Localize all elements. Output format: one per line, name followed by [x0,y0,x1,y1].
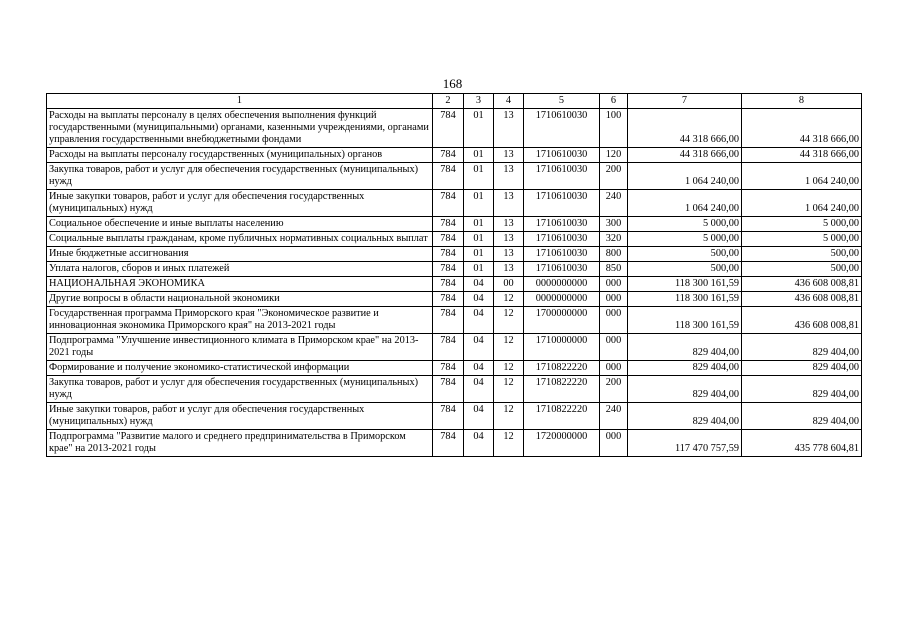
item-name-cell: Иные закупки товаров, работ и услуг для обеспечения государственных (муниципальных) нужд [47,190,433,217]
table-row [47,190,862,217]
subsection-code-cell: 12 [494,376,524,403]
subsection-code-cell: 13 [494,262,524,277]
table-row [47,277,862,292]
amount-col8-cell: 44 318 666,00 [742,109,862,148]
target-article-cell: 1710610030 [524,148,600,163]
target-article-cell: 1720000000 [524,430,600,457]
table-row [47,334,862,361]
subsection-code-cell: 12 [494,403,524,430]
expense-type-cell: 000 [600,430,628,457]
section-code-cell: 01 [464,190,494,217]
item-name-cell: Социальные выплаты гражданам, кроме публичных нормативных социальных выплат [47,232,433,247]
ministry-code-cell: 784 [433,190,464,217]
amount-col7-cell: 829 404,00 [628,334,742,361]
amount-col7-cell: 1 064 240,00 [628,163,742,190]
item-name-cell: Расходы на выплаты персоналу в целях обеспечения выполнения функций государственными (муниципальными) органами, казенными учреждениями, органами управления государственными внебюджетными фондами [47,109,433,148]
amount-col7-cell: 118 300 161,59 [628,307,742,334]
subsection-code-cell: 13 [494,163,524,190]
amount-col8-cell: 829 404,00 [742,334,862,361]
table-row [47,247,862,262]
item-name-cell: Формирование и получение экономико-статистической информации [47,361,433,376]
item-name-cell: Иные бюджетные ассигнования [47,247,433,262]
subsection-code-cell: 13 [494,190,524,217]
ministry-code-cell: 784 [433,262,464,277]
subsection-code-cell: 12 [494,292,524,307]
ministry-code-cell: 784 [433,361,464,376]
expense-type-cell: 240 [600,190,628,217]
column-header: 1 [47,94,433,109]
table-row [47,232,862,247]
target-article-cell: 1710610030 [524,163,600,190]
section-code-cell: 01 [464,262,494,277]
expense-type-cell: 000 [600,292,628,307]
amount-col8-cell: 44 318 666,00 [742,148,862,163]
target-article-cell: 1700000000 [524,307,600,334]
target-article-cell: 1710822220 [524,403,600,430]
target-article-cell: 1710610030 [524,217,600,232]
item-name-cell: Другие вопросы в области национальной экономики [47,292,433,307]
table-row [47,403,862,430]
expense-type-cell: 000 [600,277,628,292]
column-header: 6 [600,94,628,109]
expense-type-cell: 320 [600,232,628,247]
amount-col7-cell: 5 000,00 [628,232,742,247]
target-article-cell: 1710610030 [524,190,600,217]
amount-col7-cell: 44 318 666,00 [628,148,742,163]
item-name-cell: Подпрограмма "Улучшение инвестиционного климата в Приморском крае" на 2013-2021 годы [47,334,433,361]
amount-col7-cell: 117 470 757,59 [628,430,742,457]
item-name-cell: Расходы на выплаты персоналу государственных (муниципальных) органов [47,148,433,163]
amount-col8-cell: 436 608 008,81 [742,292,862,307]
target-article-cell: 1710610030 [524,262,600,277]
subsection-code-cell: 13 [494,247,524,262]
target-article-cell: 1710822220 [524,376,600,403]
table-row [47,109,862,148]
table-row [47,163,862,190]
ministry-code-cell: 784 [433,376,464,403]
amount-col8-cell: 500,00 [742,247,862,262]
expense-type-cell: 100 [600,109,628,148]
section-code-cell: 01 [464,232,494,247]
expense-type-cell: 850 [600,262,628,277]
column-header: 3 [464,94,494,109]
subsection-code-cell: 13 [494,232,524,247]
subsection-code-cell: 12 [494,430,524,457]
target-article-cell: 1710610030 [524,109,600,148]
column-header: 8 [742,94,862,109]
table-row [47,148,862,163]
amount-col7-cell: 500,00 [628,247,742,262]
amount-col8-cell: 5 000,00 [742,232,862,247]
ministry-code-cell: 784 [433,430,464,457]
table-row [47,307,862,334]
section-code-cell: 01 [464,148,494,163]
ministry-code-cell: 784 [433,232,464,247]
section-code-cell: 04 [464,361,494,376]
amount-col8-cell: 1 064 240,00 [742,163,862,190]
amount-col8-cell: 829 404,00 [742,376,862,403]
amount-col7-cell: 118 300 161,59 [628,277,742,292]
ministry-code-cell: 784 [433,217,464,232]
amount-col8-cell: 829 404,00 [742,361,862,376]
target-article-cell: 1710610030 [524,247,600,262]
target-article-cell: 1710000000 [524,334,600,361]
item-name-cell: НАЦИОНАЛЬНАЯ ЭКОНОМИКА [47,277,433,292]
section-code-cell: 01 [464,109,494,148]
subsection-code-cell: 13 [494,148,524,163]
table-row [47,376,862,403]
amount-col7-cell: 829 404,00 [628,361,742,376]
table-row [47,361,862,376]
amount-col7-cell: 5 000,00 [628,217,742,232]
item-name-cell: Уплата налогов, сборов и иных платежей [47,262,433,277]
ministry-code-cell: 784 [433,277,464,292]
table-header-row [47,94,862,109]
ministry-code-cell: 784 [433,148,464,163]
expense-type-cell: 200 [600,376,628,403]
subsection-code-cell: 13 [494,109,524,148]
subsection-code-cell: 00 [494,277,524,292]
amount-col8-cell: 1 064 240,00 [742,190,862,217]
section-code-cell: 04 [464,334,494,361]
expense-type-cell: 800 [600,247,628,262]
section-code-cell: 01 [464,163,494,190]
amount-col8-cell: 435 778 604,81 [742,430,862,457]
column-header: 4 [494,94,524,109]
subsection-code-cell: 12 [494,334,524,361]
section-code-cell: 01 [464,217,494,232]
subsection-code-cell: 12 [494,361,524,376]
amount-col7-cell: 1 064 240,00 [628,190,742,217]
target-article-cell: 1710610030 [524,232,600,247]
target-article-cell: 0000000000 [524,277,600,292]
section-code-cell: 04 [464,403,494,430]
subsection-code-cell: 12 [494,307,524,334]
ministry-code-cell: 784 [433,307,464,334]
table-row [47,430,862,457]
item-name-cell: Закупка товаров, работ и услуг для обеспечения государственных (муниципальных) нужд [47,376,433,403]
table-row [47,292,862,307]
amount-col7-cell: 829 404,00 [628,403,742,430]
page-number: 168 [442,76,463,91]
section-code-cell: 01 [464,247,494,262]
section-code-cell: 04 [464,430,494,457]
amount-col7-cell: 500,00 [628,262,742,277]
table-row [47,217,862,232]
ministry-code-cell: 784 [433,109,464,148]
column-header: 5 [524,94,600,109]
section-code-cell: 04 [464,292,494,307]
expense-type-cell: 000 [600,334,628,361]
ministry-code-cell: 784 [433,334,464,361]
ministry-code-cell: 784 [433,403,464,430]
ministry-code-cell: 784 [433,163,464,190]
column-header: 7 [628,94,742,109]
item-name-cell: Закупка товаров, работ и услуг для обеспечения государственных (муниципальных) нужд [47,163,433,190]
ministry-code-cell: 784 [433,247,464,262]
expense-type-cell: 300 [600,217,628,232]
item-name-cell: Государственная программа Приморского края "Экономическое развитие и инновационная экономика Приморского края" на 2013-2021 годы [47,307,433,334]
item-name-cell: Иные закупки товаров, работ и услуг для обеспечения государственных (муниципальных) нужд [47,403,433,430]
table-body [47,109,862,457]
section-code-cell: 04 [464,277,494,292]
target-article-cell: 1710822220 [524,361,600,376]
ministry-code-cell: 784 [433,292,464,307]
item-name-cell: Подпрограмма "Развитие малого и среднего предпринимательства в Приморском крае" на 2013-2021 годы [47,430,433,457]
amount-col8-cell: 500,00 [742,262,862,277]
column-header: 2 [433,94,464,109]
amount-col7-cell: 44 318 666,00 [628,109,742,148]
section-code-cell: 04 [464,376,494,403]
expense-type-cell: 000 [600,361,628,376]
section-code-cell: 04 [464,307,494,334]
expense-type-cell: 240 [600,403,628,430]
amount-col8-cell: 436 608 008,81 [742,307,862,334]
table-row [47,262,862,277]
amount-col8-cell: 5 000,00 [742,217,862,232]
expense-type-cell: 200 [600,163,628,190]
subsection-code-cell: 13 [494,217,524,232]
target-article-cell: 0000000000 [524,292,600,307]
expense-type-cell: 120 [600,148,628,163]
amount-col8-cell: 436 608 008,81 [742,277,862,292]
expense-type-cell: 000 [600,307,628,334]
item-name-cell: Социальное обеспечение и иные выплаты населению [47,217,433,232]
amount-col7-cell: 829 404,00 [628,376,742,403]
amount-col7-cell: 118 300 161,59 [628,292,742,307]
amount-col8-cell: 829 404,00 [742,403,862,430]
budget-table [46,93,862,457]
